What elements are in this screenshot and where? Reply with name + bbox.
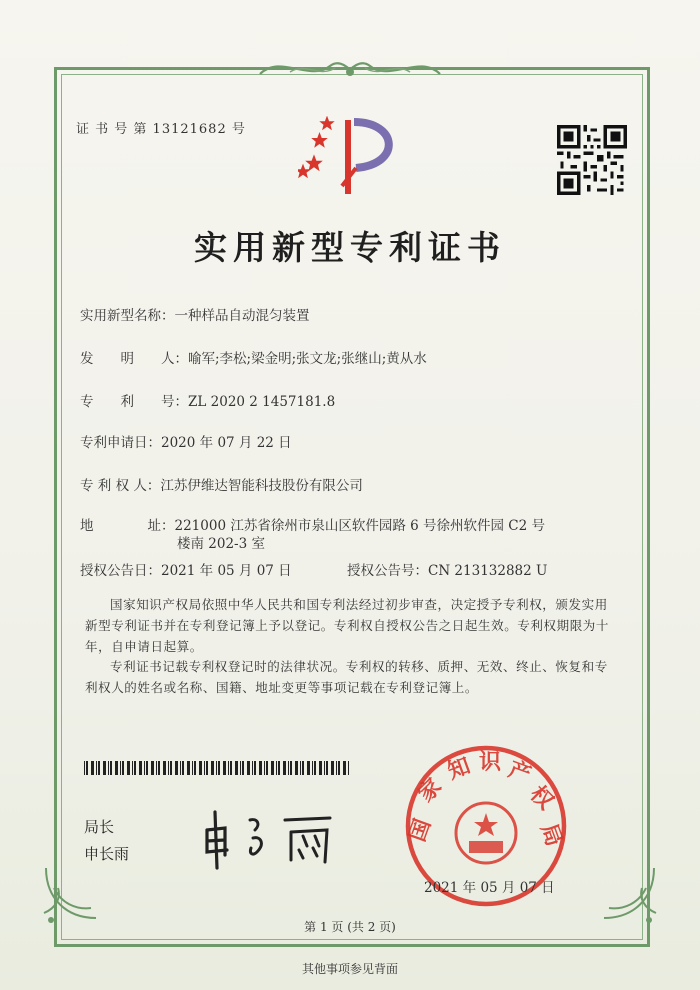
chief-title: 局长 (84, 818, 115, 836)
legal-paragraph-1: 国家知识产权局依照中华人民共和国专利法经过初步审查，决定授予专利权，颁发实用新型专利证书并在专利登记簿上予以登记。专利权自授权公告之日起生效。专利权期限为十年，自申请日起算。 (85, 597, 610, 654)
patentee-row (80, 474, 363, 494)
svg-text:识: 识 (479, 749, 502, 775)
cnipa-logo (298, 116, 408, 198)
address-value-line1: 221000 江苏省徐州市泉山区软件园路 6 号徐州软件园 C2 号 (174, 518, 545, 534)
top-ornament (250, 52, 450, 84)
patent-number-label: 专 利 号： (80, 394, 188, 410)
utility-model-name-label: 实用新型名称： (80, 308, 175, 324)
inventor-value: 喻军;李松;梁金明;张文龙;张继山;黄从水 (188, 351, 427, 367)
page-number: 第 1 页 (共 2 页) (304, 920, 396, 934)
qr-code (557, 125, 627, 195)
address-value-line2: 楼南 202-3 室 (177, 536, 266, 552)
svg-text:国: 国 (404, 815, 437, 846)
barcode (84, 761, 349, 775)
footer-note: 其他事项参见背面 (301, 962, 398, 976)
patent-number-row (80, 390, 335, 410)
svg-text:家: 家 (412, 773, 447, 808)
svg-text:权: 权 (524, 780, 559, 815)
certificate-number-label: 证 书 号 第 (76, 122, 148, 137)
grant-number-value: CN 213132882 U (428, 563, 548, 579)
chief-name: 申长雨 (84, 845, 130, 863)
signature (195, 800, 345, 870)
grant-number-label: 授权公告号： (347, 563, 428, 579)
certificate-number (76, 118, 246, 137)
filing-date-row (80, 431, 292, 451)
address-row (80, 514, 545, 534)
inventor-label: 发 明 人： (80, 351, 188, 367)
certificate-number-suffix: 号 (231, 122, 246, 137)
grant-number-row (347, 559, 547, 579)
certificate-number-value: 13121682 (152, 122, 227, 137)
utility-model-name-value: 一种样品自动混匀装置 (174, 308, 310, 324)
patentee-value: 江苏伊维达智能科技股份有限公司 (160, 478, 363, 494)
grant-date-value: 2021 年 05 月 07 日 (161, 563, 292, 579)
seal-date: 2021 年 05 月 07 日 (424, 880, 555, 896)
address-label: 地 址： (80, 518, 175, 534)
svg-text:局: 局 (535, 820, 568, 850)
patent-number-value: ZL 2020 2 1457181.8 (188, 394, 336, 410)
legal-paragraph-2: 专利证书记载专利权登记时的法律状况。专利权的转移、质押、无效、终止、恢复和专利权人的姓名或名称、国籍、地址变更等事项记载在专利登记簿上。 (85, 659, 608, 695)
grant-date-row (80, 559, 292, 579)
filing-date-value: 2020 年 07 月 22 日 (161, 435, 292, 451)
svg-text:知: 知 (444, 752, 474, 785)
utility-model-name-row (80, 304, 310, 324)
svg-text:产: 产 (504, 756, 535, 789)
inventor-row (80, 347, 427, 367)
certificate-title: 实用新型专利证书 (194, 228, 506, 267)
patentee-label: 专 利 权 人： (80, 478, 161, 494)
filing-date-label: 专利申请日： (80, 435, 161, 451)
grant-date-label: 授权公告日： (80, 563, 161, 579)
